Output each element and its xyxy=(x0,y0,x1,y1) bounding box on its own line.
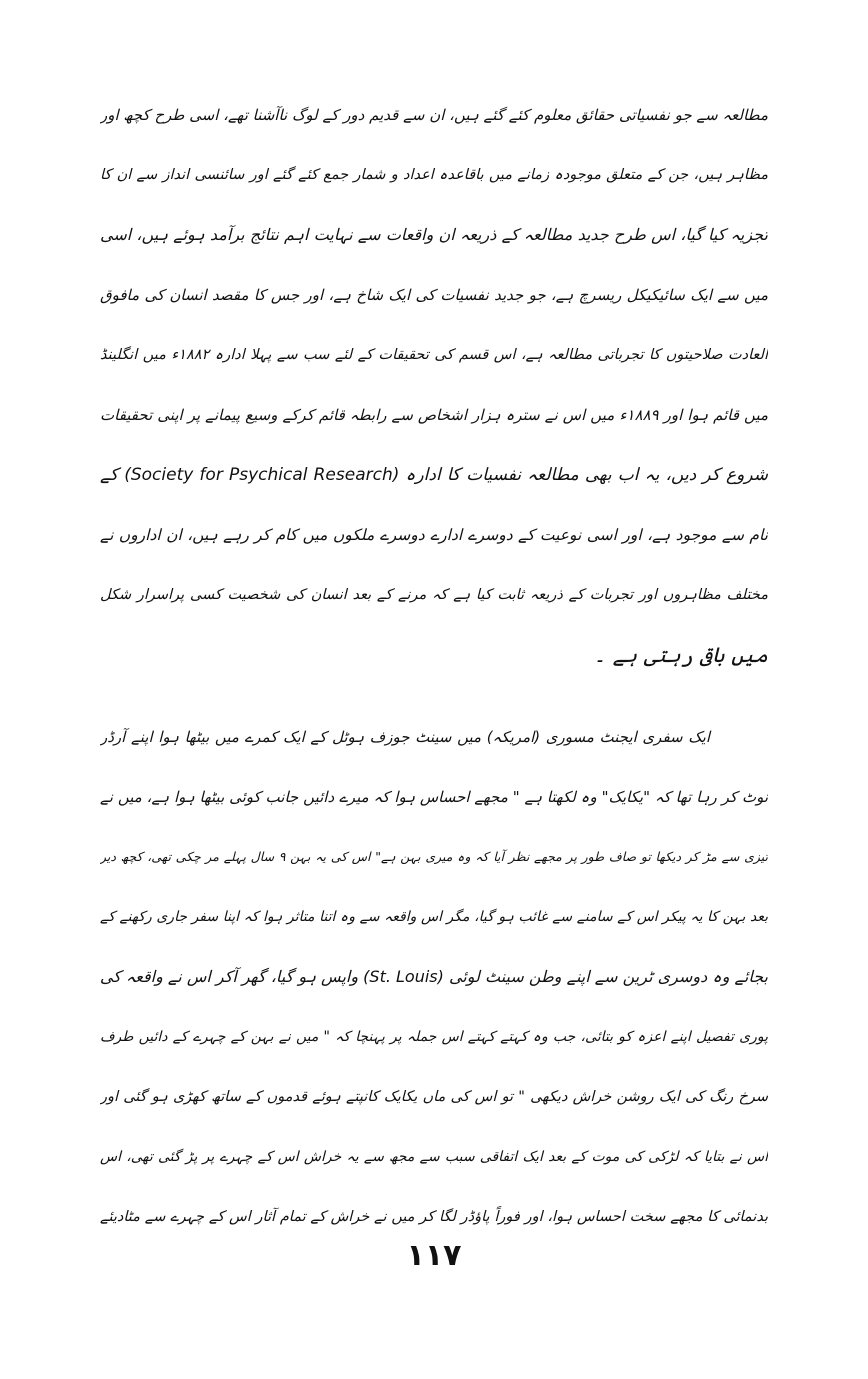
text-line: بجائے وہ دوسری ٹرین سے اپنے وطن سینٹ لوئی (St. Louis) واپس ہو گیا، گھر آکر اس نے واقعہ کی xyxy=(100,967,768,986)
text-line: نوٹ کر رہا تھا کہ "یکایک" وہ لکھتا ہے " مجھے احساس ہوا کہ میرے دائیں جانب کوئی بیٹھا ہوا ہے، میں نے xyxy=(100,788,768,806)
text-line: بدنمائی کا مجھے سخت احساس ہوا، اور فوراً پاؤڈر لگا کر میں نے خراش کے تمام آثار اس کے چہرے سے مٹادیئے xyxy=(100,1209,768,1225)
body-text xyxy=(100,85,768,1247)
text-line: مطالعہ سے جو نفسیاتی حقائق معلوم کئے گئے ہیں، ان سے قدیم دور کے لوگ ناآشنا تھے، اسی طرح کچھ اور xyxy=(100,106,768,124)
text-line: میں باقی رہتی ہے ۔ xyxy=(593,643,768,667)
text-line: العادت صلاحیتوں کا تجرباتی مطالعہ ہے، اس قسم کی تحقیقات کے لئے سب سے پہلا ادارہ ۱۸۸۲ء میں انگلینڈ xyxy=(100,347,768,363)
text-line: پوری تفصیل اپنے اعزہ کو بتائی، جب وہ کہتے کہتے اس جملہ پر پہنچا کہ " میں نے بہن کے چہرے کے دائیں طرف xyxy=(100,1029,768,1045)
text-line: بعد بہن کا یہ پیکر اس کے سامنے سے غائب ہو گیا، مگر اس واقعہ سے وہ اتنا متاثر ہوا کہ اپنا سفر جاری رکھنے کے xyxy=(100,909,768,925)
text-line: ایک سفری ایجنٹ مسوری (امریکہ) میں سینٹ جوزف ہوٹل کے ایک کمرے میں بیٹھا ہوا اپنے آرڈر xyxy=(100,728,710,746)
text-line: نام سے موجود ہے، اور اسی نوعیت کے دوسرے ادارے دوسرے ملکوں میں کام کر رہے ہیں، ان اداروں نے xyxy=(100,526,768,544)
text-line: مظاہر ہیں، جن کے متعلق موجودہ زمانے میں باقاعدہ اعداد و شمار جمع کئے گئے اور سائنسی انداز سے ان کا xyxy=(100,167,768,183)
text-line: تیزی سے مڑ کر دیکھا تو صاف طور پر مجھے نظر آیا کہ وہ میری بہن ہے" اس کی یہ بہن ۹ سال پہلے مر چکی تھی، کچھ دیر xyxy=(100,849,768,864)
text-line: مختلف مظاہروں اور تجربات کے ذریعہ ثابت کیا ہے کہ مرنے کے بعد انسان کی شخصیت کسی پراسرار شکل xyxy=(100,587,768,603)
text-line: سرخ رنگ کی ایک روشن خراش دیکھی " تو اس کی ماں یکایک کانپتے ہوئے قدموں کے ساتھ کھڑی ہو گئی اور xyxy=(100,1089,768,1105)
text-line: میں قائم ہوا اور ۱۸۸۹ء میں اس نے سترہ ہزار اشخاص سے رابطہ قائم کرکے وسیع پیمانے پر اپنی تحقیقات xyxy=(100,406,768,424)
text-line: میں سے ایک سائیکیکل ریسرچ ہے، جو جدید نفسیات کی ایک شاخ ہے، اور جس کا مقصد انسان کی مافوق xyxy=(100,286,768,304)
text-line: اس نے بتایا کہ لڑکی کی موت کے بعد ایک اتفاقی سبب سے مجھ سے یہ خراش اس کے چہرے پر پڑ گئی تھی، اس xyxy=(100,1149,768,1165)
text-line: تجزیہ کیا گیا، اس طرح جدید مطالعہ کے ذریعہ ان واقعات سے نہایت اہم نتائج برآمد ہوئے ہیں، اسی xyxy=(100,225,768,244)
paragraph-1 xyxy=(100,85,768,685)
paragraph-spacer xyxy=(100,685,768,707)
text-line: شروع کر دیں، یہ اب بھی مطالعہ نفسیات کا ادارہ (Society for Psychical Research) کے xyxy=(100,465,768,485)
paragraph-2 xyxy=(100,707,768,1247)
page-number: ۱۱۷ xyxy=(406,1238,462,1273)
